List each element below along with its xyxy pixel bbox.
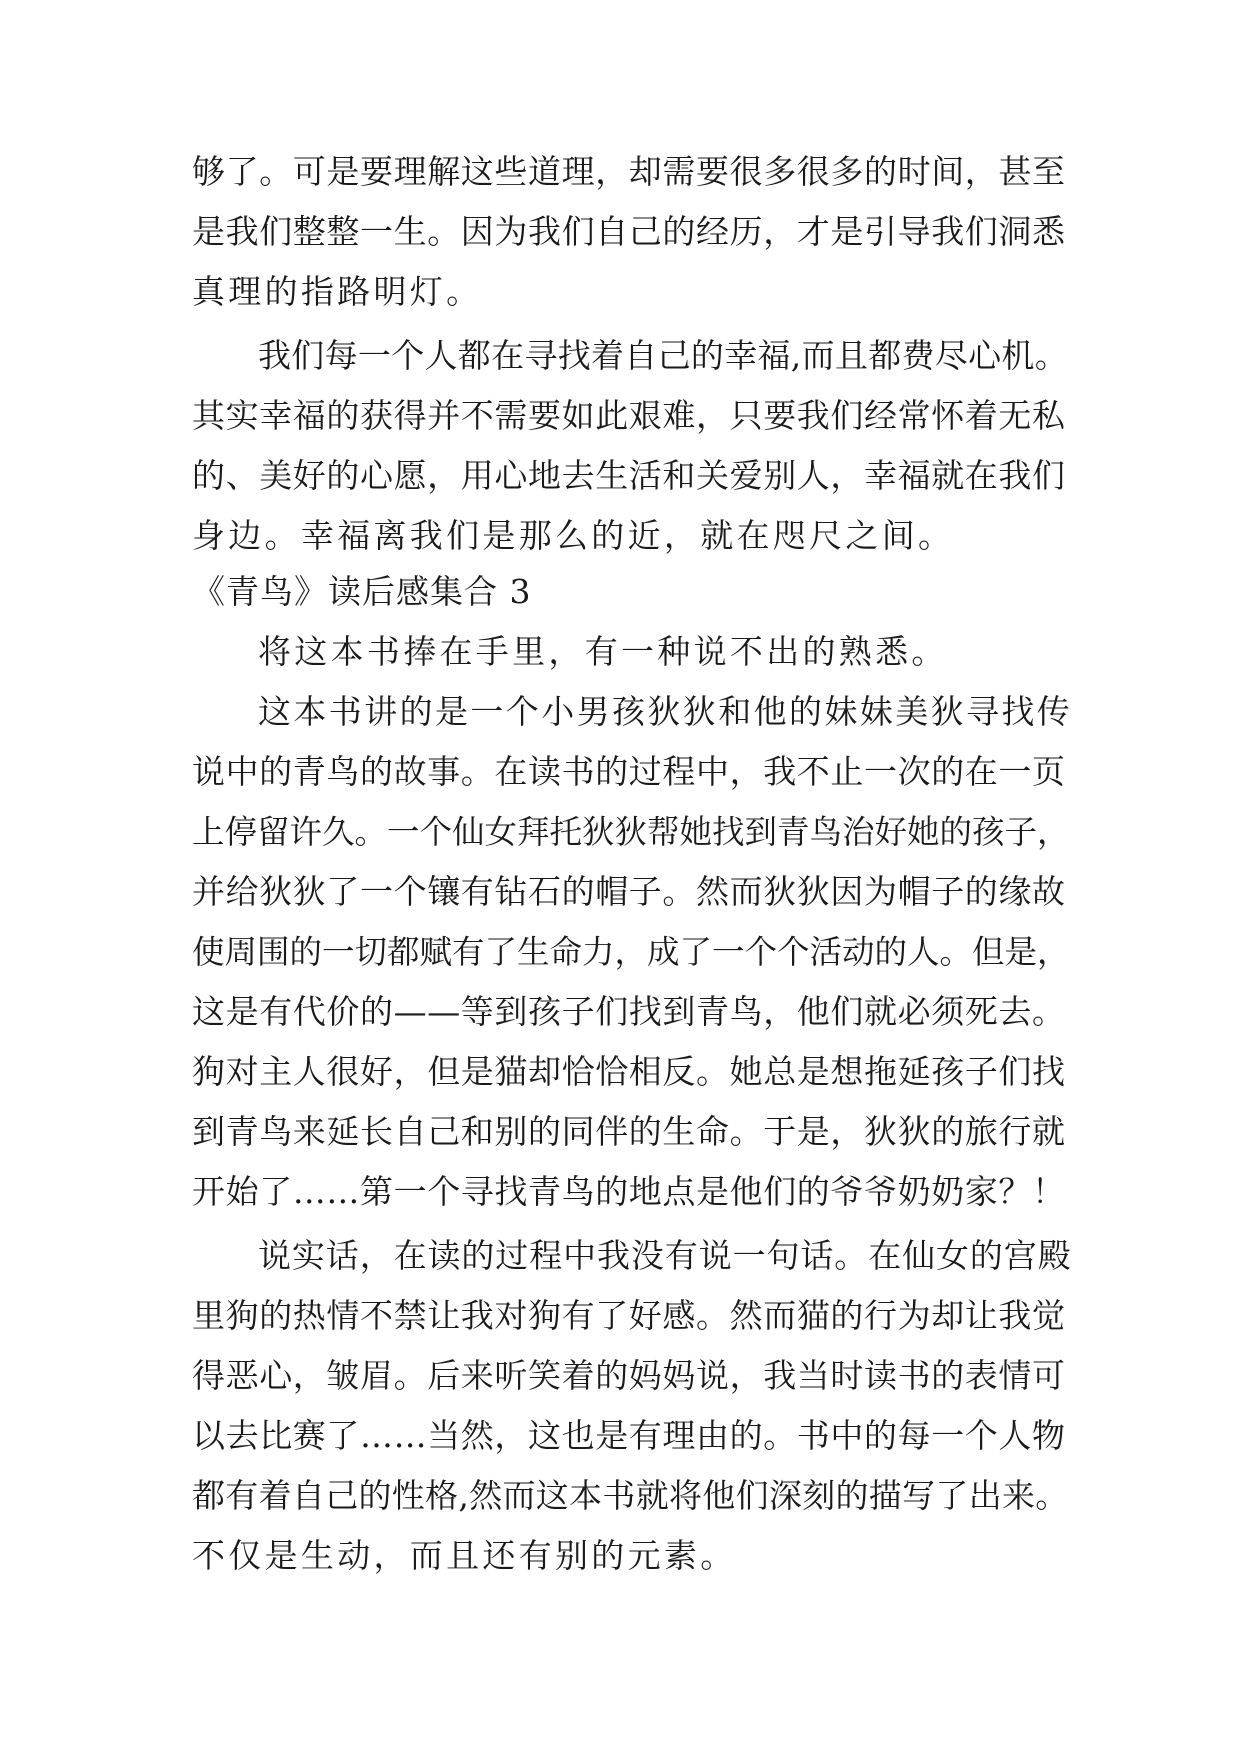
text-line: 上停留许久。一个仙女拜托狄狄帮她找到青鸟治好她的孩子， [192,813,1070,851]
text-line: 都有着自己的性格,然而这本书就将他们深刻的描写了出来。 [192,1476,1069,1515]
text-line: 使周围的一切都赋有了生命力，成了一个个活动的人。但是， [192,933,1070,971]
text-line: 得恶心，皱眉。后来听笑着的妈妈说，我当时读书的表情可 [192,1356,1066,1395]
text-line: 我们每一个人都在寻找着自己的幸福,而且都费尽心机。 [258,336,1068,375]
text-line: 不仅是生动，而且还有别的元素。 [192,1536,737,1575]
text-line: 这是有代价的——等到孩子们找到青鸟，他们就必须死去。 [192,992,1066,1031]
text-line: 到青鸟来延长自己和别的同伴的生命。于是，狄狄的旅行就 [192,1112,1066,1151]
text-line: 的、美好的心愿，用心地去生活和关爱别人，幸福就在我们 [192,456,1066,495]
text-line: 以去比赛了……当然，这也是有理由的。书中的每一个人物 [192,1416,1066,1455]
text-line: 其实幸福的获得并不需要如此艰难，只要我们经常怀着无私 [192,396,1066,435]
text-line: 说中的青鸟的故事。在读书的过程中，我不止一次的在一页 [192,752,1066,791]
text-line: 将这本书捧在手里，有一种说不出的熟悉。 [258,632,948,671]
text-line: 够了。可是要理解这些道理，却需要很多很多的时间，甚至 [192,152,1066,191]
text-line: 真理的指路明灯。 [192,272,483,311]
text-line: 说实话，在读的过程中我没有说一句话。在仙女的宫殿 [258,1236,1072,1275]
section-heading: 《青鸟》读后感集合 3 [192,572,532,611]
text-line: 身边。幸福离我们是那么的近，就在咫尺之间。 [192,516,955,555]
text-line: 这本书讲的是一个小男孩狄狄和他的妹妹美狄寻找传 [258,692,1073,731]
text-line: 里狗的热情不禁让我对狗有了好感。然而猫的行为却让我觉 [192,1296,1066,1335]
text-line: 并给狄狄了一个镶有钻石的帽子。然而狄狄因为帽子的缘故 [192,872,1066,911]
text-line: 是我们整整一生。因为我们自己的经历，才是引导我们洞悉 [192,212,1066,251]
text-line: 开始了……第一个寻找青鸟的地点是他们的爷爷奶奶家？！ [192,1172,1066,1211]
text-line: 狗对主人很好，但是猫却恰恰相反。她总是想拖延孩子们找 [192,1052,1066,1091]
